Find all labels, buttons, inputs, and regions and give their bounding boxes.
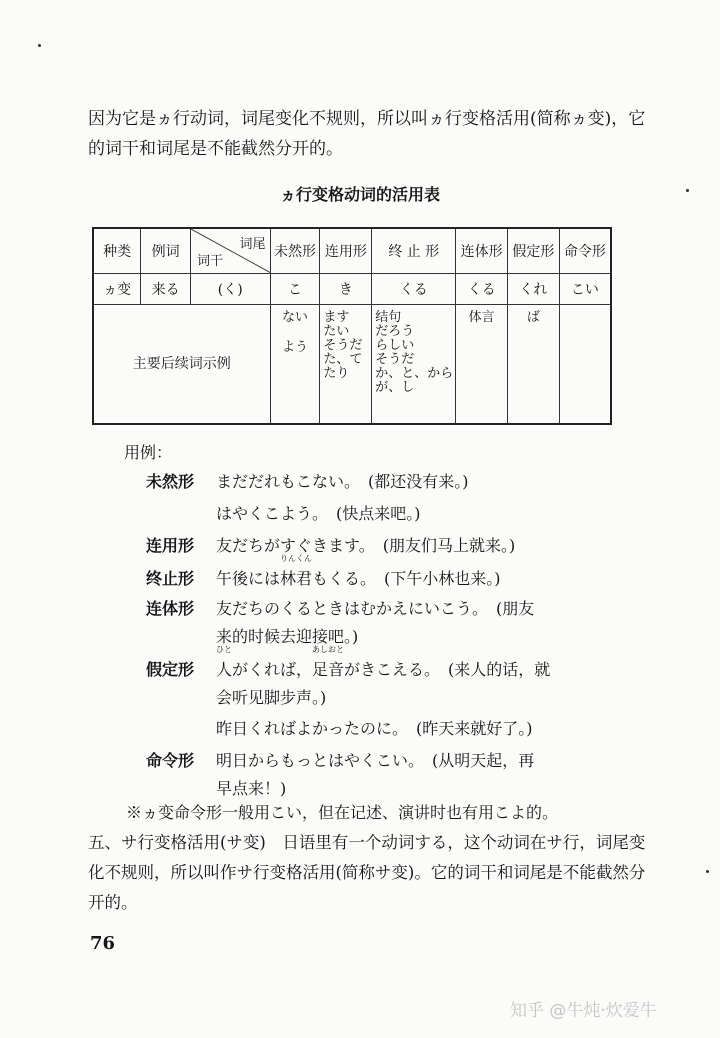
speck (706, 870, 709, 873)
example-shushi (146, 554, 501, 593)
example-rentai-2: 来的时候去迎接吧。) (216, 627, 359, 646)
ka-mizen: こ (270, 274, 320, 305)
ruby-reading: あしおと (312, 645, 345, 654)
ka-example: 来る (141, 274, 191, 305)
follower-item: か、と、から (375, 366, 454, 381)
ruby-word (312, 645, 345, 684)
ruby-word (216, 645, 233, 684)
conjugation-table (92, 227, 612, 425)
followers-label: 主要后续词示例 (93, 305, 270, 425)
follower-item: ます (323, 310, 350, 325)
intro-paragraph: 因为它是ヵ行动词，词尾变化不规则，所以叫ヵ行变格活用(简称ヵ变)，它的词干和词尾是不能截然分开的。 (88, 109, 646, 159)
followers-renyo (320, 305, 372, 425)
follower-item: よう (281, 340, 308, 355)
form-label: 命令形 (146, 751, 195, 770)
ka-kind: ヵ变 (93, 274, 141, 305)
followers-mizen (270, 305, 320, 425)
follower-item: そうだ (375, 352, 415, 367)
example-text: まだだれもこない。 (都还没有来。) (216, 472, 469, 491)
ka-rentai: くる (456, 274, 508, 305)
header-tail: 词尾 (239, 237, 266, 252)
example-mizen-2: はやくこよう。 (快点来吧。) (216, 504, 421, 523)
form-label: 未然形 (146, 472, 195, 491)
follower-item: ない (281, 310, 308, 325)
header-stem: 词干 (196, 254, 223, 269)
follower-item: 结句 (375, 310, 402, 325)
follower-item: 体言 (468, 310, 495, 325)
follower-item: らしい (375, 338, 415, 353)
example-rentai-1 (146, 595, 534, 623)
follower-item: そうだ (323, 338, 363, 353)
follower-item: だろう (375, 324, 415, 339)
follower-item: たり (323, 366, 350, 381)
note-line: ※ヵ变命令形一般用こい，但在记述、演讲时也有用こよ的。 (126, 803, 559, 822)
form-label: 连体形 (146, 599, 195, 618)
example-katei-1 (146, 645, 551, 684)
example-text: 友だちがすぐきます。 (朋友们马上就来。) (216, 536, 516, 555)
ka-row (93, 274, 611, 305)
section-paragraph: 五、サ行变格活用(サ变) 日语里有一个动词する，这个动词在サ行，词尾变化不规则，所以叫作サ行变格活用(简称サ变)。它的词干和词尾是不能截然分开的。 (88, 833, 646, 912)
example-katei-1b: 会听见脚步声。) (216, 688, 327, 707)
follower-item: た、て (323, 352, 363, 367)
follower-item: ば (526, 310, 540, 325)
example-meirei-1 (146, 747, 534, 775)
form-label: 终止形 (146, 569, 195, 588)
header-example: 例词 (141, 228, 191, 274)
followers-katei (508, 305, 560, 425)
ruby-base: 足音 (312, 660, 345, 679)
followers-meirei (559, 305, 611, 425)
header-mizen: 未然形 (270, 228, 320, 274)
header-kind: 种类 (93, 228, 141, 274)
example-mizen-1 (146, 468, 469, 496)
table-header-row (93, 228, 611, 274)
example-text: もくる。 (下午小林也来。) (312, 569, 501, 588)
example-text: がくれば， (232, 660, 313, 679)
page-number: 76 (90, 933, 116, 954)
example-katei-2: 昨日くればよかったのに。 (昨天来就好了。) (216, 719, 533, 738)
ka-katei: くれ (508, 274, 560, 305)
header-meirei: 命令形 (559, 228, 611, 274)
examples-label: 用例： (124, 443, 173, 462)
ruby-reading: りんくん (280, 554, 313, 563)
form-label: 连用形 (146, 536, 195, 555)
ruby-base: 人 (216, 660, 233, 679)
follower-item: たい (323, 324, 350, 339)
ruby-word (280, 554, 313, 593)
followers-shushi (372, 305, 456, 425)
example-meirei-2: 早点来！) (216, 779, 287, 798)
example-renyo (146, 532, 515, 560)
table-title: ヵ行变格动词的活用表 (279, 185, 440, 204)
example-text: がきこえる。 (来人的话，就 (344, 660, 551, 679)
ka-meirei: こい (559, 274, 611, 305)
header-katei: 假定形 (508, 228, 560, 274)
ka-renyo: き (320, 274, 372, 305)
watermark: 知乎 @牛炖·炊爱牛 (510, 1001, 657, 1021)
followers-row (93, 305, 611, 425)
header-shushi: 终 止 形 (372, 228, 456, 274)
speck (38, 44, 41, 47)
header-renyo: 连用形 (320, 228, 372, 274)
ruby-reading: ひと (216, 645, 232, 654)
example-text: 友だちのくるときはむかえにいこう。 (朋友 (216, 599, 535, 618)
ruby-base: 林君 (280, 569, 313, 588)
example-text: 午後には (216, 569, 281, 588)
speck (686, 189, 689, 192)
example-text: 明日からもっとはやくこい。 (从明天起，再 (216, 751, 535, 770)
ka-shushi: くる (372, 274, 456, 305)
follower-item: が、し (375, 380, 415, 395)
header-rentai: 连体形 (456, 228, 508, 274)
header-stem-tail (190, 228, 270, 274)
followers-rentai (456, 305, 508, 425)
ka-stem: (く) (190, 274, 270, 305)
form-label: 假定形 (146, 660, 195, 679)
